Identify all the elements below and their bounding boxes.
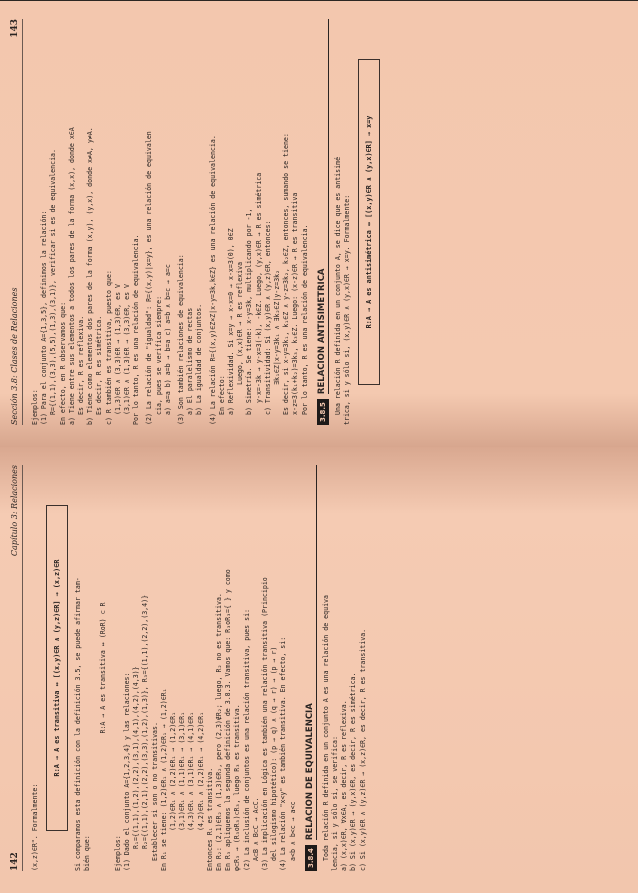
section-heading <box>317 19 329 425</box>
text-line: cia, pues se verifica siempre: <box>154 295 163 415</box>
text-line: (3) Son también relaciones de equivalencia: <box>177 254 186 425</box>
text-line: En R₃ apliquemos la segunda definición de 3.8.3. Vamos que: R₃oR₃={ } y como <box>224 569 233 871</box>
text-line: (1,3)∈R ∧ (3,3)∈R → (1,3)∈R, es V <box>113 283 122 415</box>
text-line: trica, si y sólo si, (x,y)∈R ∧ (y,x)∈R → x=y. Formalmente: <box>343 194 352 425</box>
text-line: Es decir, R es simétrica. <box>95 315 104 415</box>
text-line: Toda relación R definida en un conjunto A es una relación de equiva <box>321 595 330 861</box>
page-number: 142 <box>10 852 20 871</box>
running-head <box>10 465 23 871</box>
text-line: x-z=3(k₁+k₂)=3k₃, k₃∈Z. Luego: (x-z)∈R → R es transitiva <box>291 192 300 415</box>
text-line: del silogismo hipotético): (p → q) ∧ (q → r) → (p → r) <box>270 646 279 861</box>
text-line: bién que: <box>83 835 92 871</box>
definition-box: R:A → A es antisimétrica ↔ [(x,y)∈R ∧ (y,x)∈R] → x=y <box>358 59 380 385</box>
text-line: φ⊂R₃ → (R₃oR₃)⊂R₃, luego R₃ es transitiva. <box>233 704 242 871</box>
text-line: b) Simetría. Se tiene: x-y=3k, multiplicando por -1, <box>245 208 254 415</box>
definition-box: R:A → A es transitiva ↔ [(x,y)∈R ∧ (y,z)∈R] → (x,z)∈R <box>46 505 68 831</box>
text-line: a) (x,x)∈R, ∀x∈A, es decir, R es reflexiva. <box>340 700 349 871</box>
text-line: (4) La relación R={(x,y)∈Z×Z|x-y=3k,k∈Z} es una relación de equivalencia. <box>208 135 217 425</box>
text-line: a) Reflexividad. Si x=y → x-x=0 → x-x=3(0), 0∈Z <box>227 228 236 415</box>
text-line: En efecto: <box>217 375 226 415</box>
right-page <box>0 1 638 447</box>
text-line: Establecer si son o no transitivas. <box>150 722 159 861</box>
text-line: Entonces R₁ es transitiva. <box>205 767 214 871</box>
text-line: (4,2)∈R₁ ∧ (2,2)∈R₁ → (4,2)∈R₁ <box>196 711 205 831</box>
text-line: c) R también es transitiva, puesto que: <box>104 270 113 425</box>
text-line: Por lo tanto, R es una relación de equivalencia. <box>132 234 141 425</box>
text-line: (x,z)∈R". Formalmente: <box>31 783 39 871</box>
running-head <box>10 19 23 425</box>
text-line: (2) La inclusión de conjuntos es una relación transitiva, pues si: <box>242 608 251 871</box>
text-line: (1,2)∈R₁ ∧ (2,2)∈R₁ → (1,2)∈R₁ <box>169 711 178 831</box>
section-title: RELACION DE EQUIVALENCIA <box>305 465 317 840</box>
text-line: Es decir, R es reflexiva. <box>77 315 86 415</box>
text-line: A⊂B ∧ B⊂C → A⊂C. <box>251 797 260 861</box>
text-line: a) El paralelismo de rectas <box>186 307 195 415</box>
text-line: Si comparamos esta definición con la definición 3.5, se puede afirmar tam- <box>74 577 83 871</box>
section-title: RELACION ANTISIMETRICA <box>317 19 329 394</box>
text-line: R₁={(1,1),(1,2),(2,2),(3,1),(4,1),(4,2),(4,3)} <box>132 666 141 849</box>
text-line: En R₂: (2,1)∈R₂ ∧ (1,3)∈R₂, pero (2,3)∉R₂; luego, R₂ no es transitiva. <box>215 593 224 871</box>
text-line: R₂={(1,1),(2,1),(2,2),(3,3),(1,2),(1,3)}, R₃={(1,1),(2,2),(3,4)} <box>141 594 150 849</box>
text-line: (4) La relación "x<y" es también transitiva. En efecto, si: <box>279 636 288 871</box>
text-line: b) La igualdad de conjuntos. <box>195 303 204 415</box>
text-line: R={(1,1),(3,3),(5,5),(1,3),(3,1)}, verificar si es de equivalencia. <box>49 149 58 415</box>
text-line: lencia, si y sólo si, se verifica: <box>331 736 340 871</box>
left-page <box>0 447 638 893</box>
text-line: (2) La relación de "igualdad": R={(x,y)|x=y}, es una relación de equivalen <box>145 131 154 425</box>
text-line: c) Transitividad: Si (x,y)∈R ∧ (y,z)∈R, entonces: <box>263 220 272 415</box>
section-running-title: Sección 3.8: Clases de Relaciones <box>10 287 19 425</box>
text-line: Por lo tanto, R es una relación de equivalencia. <box>300 224 309 415</box>
text-line: (1) Para el conjunto A={1,3,5}, definimos la relación: <box>40 210 49 425</box>
text-line: a) a=a b) a=b → b=a c) a=b ∧ b=c → a=c <box>163 264 172 415</box>
examples-heading: Ejemplos: <box>31 389 39 425</box>
page-number: 143 <box>10 19 20 38</box>
examples-heading: Ejemplos: <box>113 835 122 871</box>
text-line: (3,1)∈R ∧ (1,3)∈R → (3,3)∈R, es V <box>123 283 132 415</box>
text-line: (4,3)∈R₁ ∧ (3,1)∈R₁ → (4,1)∈R₁ <box>187 711 196 831</box>
chapter-title: Capítulo 3: Relaciones <box>10 465 19 557</box>
text-line: En efecto, en R observamos que: <box>58 301 67 425</box>
text-line: ∃k₁∈Z|x-y=3k₁ ∧ ∃k₂∈Z|y-z=3k₂ <box>273 269 282 385</box>
text-line: y-x=-3k → y-x=3(-k), -k∈Z. Luego, (y,x)∈R → R es simétrica <box>254 172 263 403</box>
section-heading <box>305 465 317 871</box>
text-line: a) Tiene entre sus elementos a todos los pares de la forma (x,x), donde x∈A <box>67 127 76 425</box>
text-line: (3) La implicación en Lógica es también una relación transitiva (Principio <box>261 577 270 871</box>
formula: R:A → A es transitiva ↔ (RoR) ⊂ R <box>98 602 107 734</box>
section-number: 3.8.4 <box>305 845 317 871</box>
text-line: Luego, (x,x)∈R → R es reflexiva <box>236 261 245 385</box>
text-line: Es decir, si x-y=3k₁, k₁∈Z ∧ y-z=3k₂, k₂∈Z, entonces, sumando se tiene: <box>282 133 291 415</box>
text-line: b) Si (x,y)∈R → (y,x)∈R, es decir, R es simétrica. <box>349 672 358 871</box>
text-line: En R₁ se tiene: (1,2)∈R₁ ∧ (1,2)∈R₁ → (1,2)∈R₁ <box>159 688 168 871</box>
text-line: a<b ∧ b<c → a<c <box>288 801 297 861</box>
section-number: 3.8.5 <box>317 399 329 425</box>
text-line: c) Si (x,y)∈R ∧ (y,z)∈R → (x,z)∈R, es decir, R es transitiva. <box>358 628 367 871</box>
text-line: b) Tiene como elementos dos pares de la forma (x,y), (y,x), donde x≠A, y≠A. <box>86 127 95 425</box>
text-line: Una relación R definida en un conjunto A, se dice que es antisimé <box>333 156 342 415</box>
text-line: (1) Dado el conjunto A={1,2,3,4} y las relaciones: <box>123 672 132 871</box>
text-line: (3,1)∈R₁ ∧ (1,1)∈R₁ → (3,1)∈R₁ <box>178 711 187 831</box>
